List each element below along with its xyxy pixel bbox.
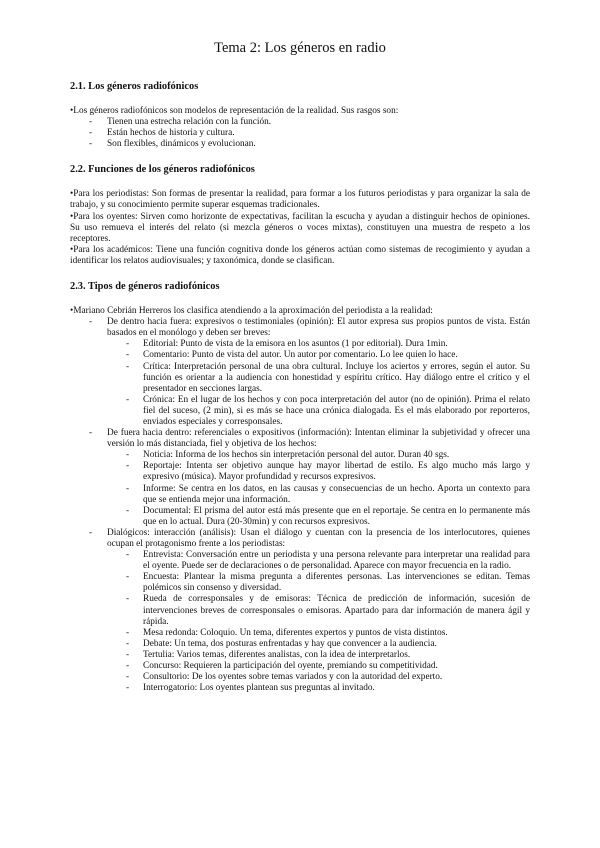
list-item: - Noticia: Informa de los hechos sin interpretación personal del autor. Duran 40 sgs. — [70, 450, 530, 461]
referenciales-list — [70, 450, 530, 528]
list-item: - Son flexibles, dinámicos y evolucionan. — [70, 139, 530, 150]
list-item: - Editorial: Punto de vista de la emisora en los asuntos (1 por editorial). Dura 1min. — [70, 339, 530, 350]
list-item: - Mesa redonda: Coloquio. Un tema, diferentes expertos y puntos de vista distintos. — [70, 628, 530, 639]
rasgos-list — [70, 117, 530, 150]
paragraph: • Para los periodistas: Son formas de presentar la realidad, para formar a los futuros periodistas y para organizar la sala de trabajo, y su conocimiento permite superar esquemas tradicionales. — [70, 189, 530, 211]
list-item: - Interrogatorio: Los oyentes plantean sus preguntas al invitado. — [70, 683, 530, 694]
list-item: - Rueda de corresponsales y de emisoras: Técnica de predicción de información, sucesión de intervenciones breves de corresponsales o emisoras. Apartado para dar información de manera ágil y rápida. — [70, 594, 530, 627]
list-item: - Concurso: Requieren la participación del oyente, premiando su competitividad. — [70, 661, 530, 672]
list-item: - Están hechos de historia y cultura. — [70, 128, 530, 139]
list-item: - Crónica: En el lugar de los hechos y con poca interpretación del autor (no de opinión). Prima el relato fiel del suceso, (2 min), si es más se hace una crónica dialogada. Es el más elaborado por reporteros, enviados especiales y corresponsales. — [70, 395, 530, 428]
section-heading: 2.2. Funciones de los géneros radiofónicos — [70, 164, 255, 176]
section-tipos — [70, 281, 530, 694]
section-heading: 2.3. Tipos de géneros radiofónicos — [70, 281, 220, 293]
section-generos — [70, 81, 530, 150]
list-item: - Reportaje: Intenta ser objetivo aunque hay mayor libertad de estilo. Es algo mucho más largo y expresivo (música). Mayor profundidad y recursos expresivos. — [70, 461, 530, 483]
group-heading: - De dentro hacia fuera: expresivos o testimoniales (opinión): El autor expresa sus propios puntos de vista. Están basados en el monólogo y deben ser breves: — [70, 317, 530, 339]
paragraph: • Para los académicos: Tiene una función cognitiva donde los géneros actúan como sistemas de recogimiento y ayudan a identificar los relatos audiovisuales; y taxonómica, donde se clasifican. — [70, 245, 530, 267]
list-item: - Informe: Se centra en los datos, en las causas y consecuencias de un hecho. Aporta un contexto para que se entienda mejor una información. — [70, 484, 530, 506]
list-item: - Debate: Un tema, dos posturas enfrentadas y hay que convencer a la audiencia. — [70, 639, 530, 650]
paragraph: • Para los oyentes: Sirven como horizonte de expectativas, facilitan la escucha y ayudan a distinguir hechos de opiniones. Su uso remueva el interés del relato (si mezcla géneros o voces mixtas), constituyen una muestra de respeto a los receptores. — [70, 212, 530, 245]
group-heading: - Dialógicos: interacción (análisis): Usan el diálogo y cuentan con la presencia de los interlocutores, quienes ocupan el protagonismo frente a los periodistas: — [70, 528, 530, 550]
section-intro: • Mariano Cebrián Herreros los clasifica atendiendo a la aproximación del periodista a la realidad: — [70, 306, 530, 317]
group-heading: - De fuera hacia dentro: referenciales o expositivos (información): Intentan eliminar la subjetividad y ofrecer una versión lo más distanciada, fiel y objetiva de los hechos: — [70, 428, 530, 450]
list-item: - Consultorio: De los oyentes sobre temas variados y con la autoridad del experto. — [70, 672, 530, 683]
dialogicos-list — [70, 550, 530, 694]
list-item: - Entrevista: Conversación entre un periodista y una persona relevante para interpretar una realidad para el oyente. Puede ser de declaraciones o de personalidad. Aparece con mayor frecuencia en la radio. — [70, 550, 530, 572]
list-item: - Comentario: Punto de vista del autor. Un autor por comentario. Lo lee quien lo hace. — [70, 350, 530, 361]
list-item: - Encuesta: Plantear la misma pregunta a diferentes personas. Las intervenciones se editan. Temas polémicos sin consenso y diversidad. — [70, 572, 530, 594]
list-item: - Tertulia: Varios temas, diferentes analistas, con la idea de interpretarlos. — [70, 650, 530, 661]
list-item: - Documental: El prisma del autor está más presente que en el reportaje. Se centra en lo permanente más que en lo actual. Dura (20-30min) y con recursos expresivos. — [70, 506, 530, 528]
list-item: - Crítica: Interpretación personal de una obra cultural. Incluye los aciertos y errores, según el autor. Su función es orientar a la audiencia con honestidad y espíritu crítico. Hay diálogo entre el crítico y el presentador en secciones largas. — [70, 362, 530, 395]
section-intro: • Los géneros radiofónicos son modelos de representación de la realidad. Sus rasgos son: — [70, 106, 530, 117]
expresivos-list — [70, 339, 530, 428]
document-title: Tema 2: Los géneros en radio — [214, 40, 386, 56]
section-funciones — [70, 164, 530, 267]
section-heading: 2.1. Los géneros radiofónicos — [70, 81, 199, 92]
list-item: - Tienen una estrecha relación con la función. — [70, 117, 530, 128]
